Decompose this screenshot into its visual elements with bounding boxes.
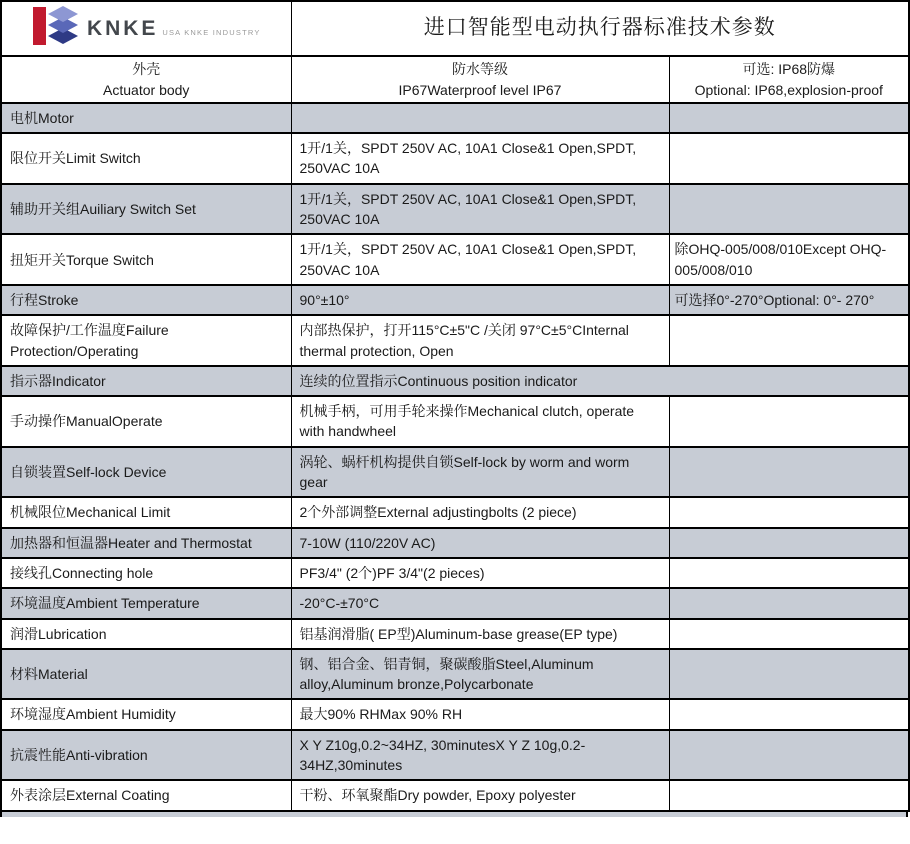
header-waterproof-en: IP67Waterproof level IP67 xyxy=(398,81,562,98)
spec-label-cell: 辅助开关组Auiliary Switch Set xyxy=(1,184,291,235)
knke-logo xyxy=(32,4,261,53)
header-actuator-body-cn: 外壳 xyxy=(132,61,161,78)
header-actuator-body xyxy=(1,56,291,103)
spec-label-cell: 接线孔Connecting hole xyxy=(1,558,291,588)
spec-label-cell: 环境湿度Ambient Humidity xyxy=(1,699,291,729)
header-waterproof xyxy=(291,56,669,103)
spec-label-cell: 行程Stroke xyxy=(1,285,291,315)
spec-value-cell: 干粉、环氧聚酯Dry powder, Epoxy polyester xyxy=(291,780,669,810)
spec-option-cell xyxy=(669,558,909,588)
spec-option-cell xyxy=(669,497,909,527)
header-waterproof-cn: 防水等级 xyxy=(452,61,508,78)
spec-value-cell: 1开/1关，SPDT 250V AC, 10A1 Close&1 Open,SPDT, 250VAC 10A xyxy=(291,184,669,235)
table-row xyxy=(1,649,909,700)
spec-value-cell: 1开/1关，SPDT 250V AC, 10A1 Close&1 Open,SPDT, 250VAC 10A xyxy=(291,234,669,285)
spec-label-cell: 手动操作ManualOperate xyxy=(1,396,291,447)
spec-value-cell: X Y Z10g,0.2~34HZ, 30minutesX Y Z 10g,0.2-34HZ,30minutes xyxy=(291,730,669,781)
header-optional xyxy=(669,56,909,103)
spec-option-cell: 可选择0°-270°Optional: 0°- 270° xyxy=(669,285,909,315)
spec-option-cell xyxy=(669,447,909,498)
header-actuator-body-en: Actuator body xyxy=(103,81,190,98)
spec-value-cell: 涡轮、蜗杆机构提供自锁Self-lock by worm and worm gear xyxy=(291,447,669,498)
table-row xyxy=(1,528,909,558)
table-row xyxy=(1,588,909,618)
spec-value-cell: 7-10W (110/220V AC) xyxy=(291,528,669,558)
header-optional-en: Optional: IP68,explosion-proof xyxy=(694,81,883,98)
table-row xyxy=(1,619,909,649)
spec-option-cell xyxy=(669,780,909,810)
header-optional-cn: 可选: IP68防爆 xyxy=(742,61,836,78)
spec-value-cell: 1开/1关，SPDT 250V AC, 10A1 Close&1 Open,SPDT, 250VAC 10A xyxy=(291,133,669,184)
spec-label-cell: 扭矩开关Torque Switch xyxy=(1,234,291,285)
spec-label-cell: 外表涂层External Coating xyxy=(1,780,291,810)
spec-table-body xyxy=(1,103,909,811)
spec-value-cell: 机械手柄，可用手轮来操作Mechanical clutch, operate with handwheel xyxy=(291,396,669,447)
spec-label-cell: 故障保护/工作温度Failure Protection/Operating xyxy=(1,315,291,366)
spec-value-cell: PF3/4" (2个)PF 3/4"(2 pieces) xyxy=(291,558,669,588)
spec-option-cell xyxy=(669,649,909,700)
spec-value-cell: 90°±10° xyxy=(291,285,669,315)
spec-option-cell xyxy=(669,315,909,366)
spec-option-cell xyxy=(669,619,909,649)
spec-value-cell: 连续的位置指示Continuous position indicator xyxy=(291,366,909,396)
table-row xyxy=(1,497,909,527)
spec-label-cell: 限位开关Limit Switch xyxy=(1,133,291,184)
brand-title-row xyxy=(1,1,909,56)
knke-logo-icon xyxy=(32,4,80,53)
logo-text-block xyxy=(87,18,261,40)
table-row xyxy=(1,447,909,498)
table-row xyxy=(1,103,909,133)
spec-option-cell: 除OHQ-005/008/010Except OHQ-005/008/010 xyxy=(669,234,909,285)
spec-label-cell: 机械限位Mechanical Limit xyxy=(1,497,291,527)
spec-option-cell xyxy=(669,184,909,235)
page-title: 进口智能型电动执行器标准技术参数 xyxy=(291,1,909,56)
logo-cell xyxy=(1,1,291,56)
table-row xyxy=(1,234,909,285)
table-row xyxy=(1,285,909,315)
spec-value-cell: 2个外部调整External adjustingbolts (2 piece) xyxy=(291,497,669,527)
spec-label-cell: 环境温度Ambient Temperature xyxy=(1,588,291,618)
spec-label-cell: 电机Motor xyxy=(1,103,291,133)
spec-value-cell: 钢、铝合金、铝青铜，聚碳酸脂Steel,Aluminum alloy,Aluminum bronze,Polycarbonate xyxy=(291,649,669,700)
spec-value-cell: -20°C-±70°C xyxy=(291,588,669,618)
table-row xyxy=(1,780,909,810)
spec-label-cell: 材料Material xyxy=(1,649,291,700)
spec-value-cell xyxy=(291,103,669,133)
logo-tagline-text: USA KNKE INDUSTRY xyxy=(162,27,261,37)
table-row xyxy=(1,184,909,235)
table-row xyxy=(1,558,909,588)
spec-label-cell: 润滑Lubrication xyxy=(1,619,291,649)
spec-option-cell xyxy=(669,528,909,558)
spec-option-cell xyxy=(669,699,909,729)
spec-label-cell: 加热器和恒温器Heater and Thermostat xyxy=(1,528,291,558)
table-row xyxy=(1,396,909,447)
spec-label-cell: 抗震性能Anti-vibration xyxy=(1,730,291,781)
spec-option-cell xyxy=(669,133,909,184)
spec-label-cell: 指示器Indicator xyxy=(1,366,291,396)
spec-option-cell xyxy=(669,588,909,618)
logo-brand-text: KNKE xyxy=(86,16,159,40)
column-header-row xyxy=(1,56,909,103)
spec-value-cell: 最大90% RHMax 90% RH xyxy=(291,699,669,729)
table-row xyxy=(1,133,909,184)
spec-option-cell xyxy=(669,396,909,447)
table-row xyxy=(1,699,909,729)
table-row xyxy=(1,730,909,781)
spec-label-cell: 自锁装置Self-lock Device xyxy=(1,447,291,498)
table-row xyxy=(1,366,909,396)
table-row xyxy=(1,315,909,366)
next-row-edge-strip xyxy=(0,812,908,817)
spec-value-cell: 内部热保护，打开115°C±5"C /关闭 97°C±5°CInternal thermal protection, Open xyxy=(291,315,669,366)
spec-option-cell xyxy=(669,103,909,133)
spec-option-cell xyxy=(669,730,909,781)
spec-value-cell: 铝基润滑脂( EP型)Aluminum-base grease(EP type) xyxy=(291,619,669,649)
